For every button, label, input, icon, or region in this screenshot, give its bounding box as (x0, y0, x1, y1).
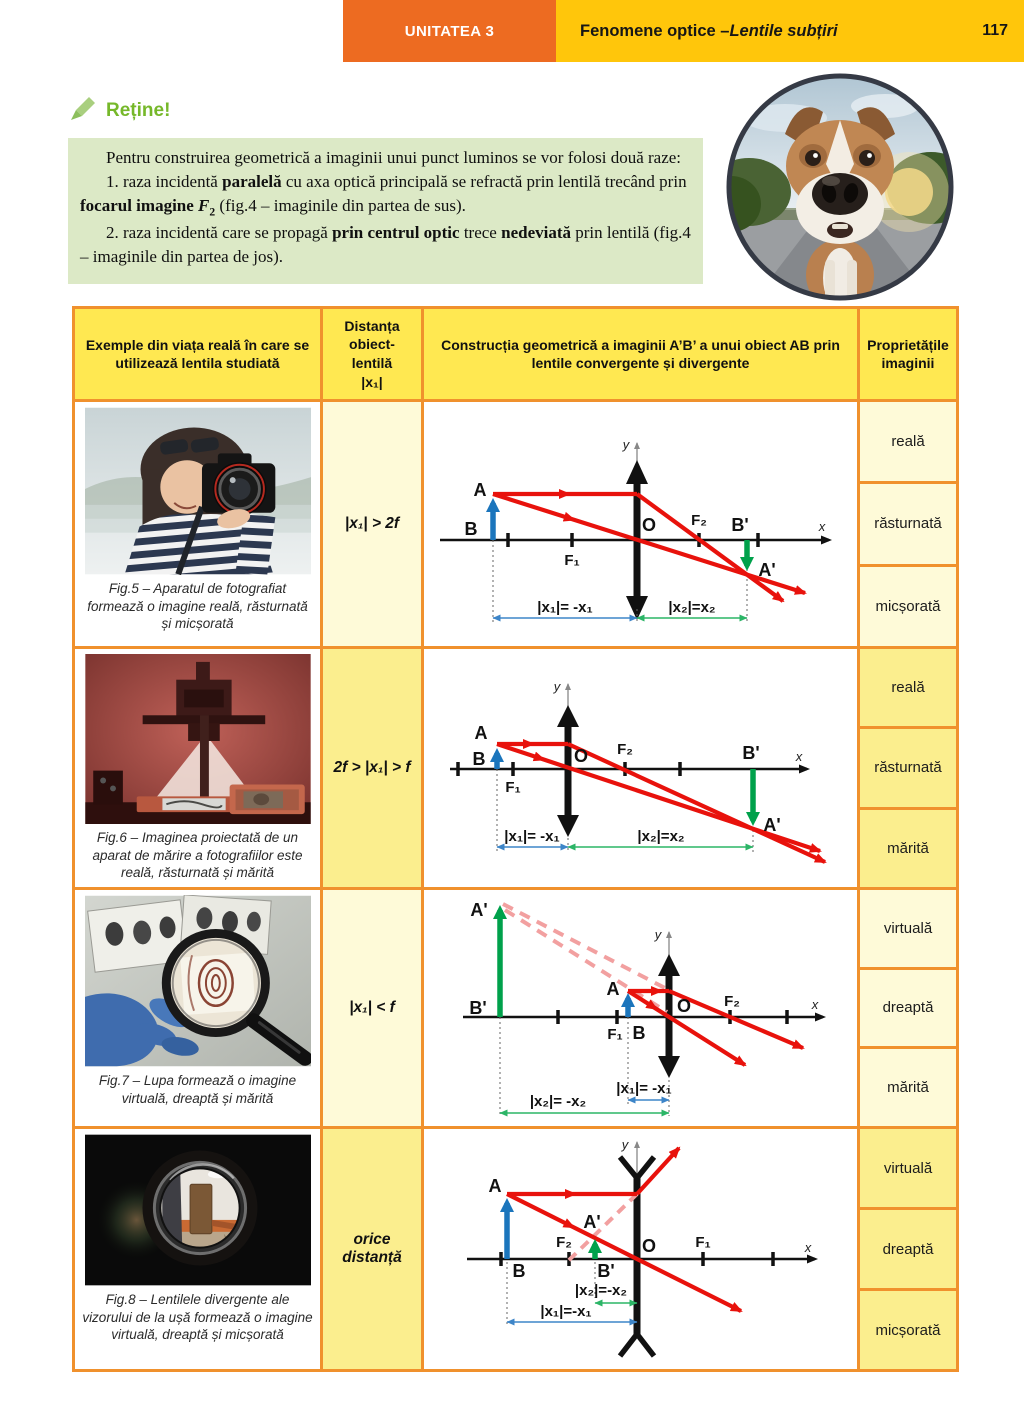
diagram-cell-row3 (424, 890, 857, 1126)
svg-text:O: O (641, 514, 656, 535)
diagram-cell-row1 (424, 402, 857, 646)
properties-row2 (860, 649, 956, 887)
property-cell: dreaptă (860, 1210, 956, 1288)
property-cell: virtuală (860, 1129, 956, 1207)
photo-camera-woman (85, 407, 311, 575)
note-paragraph-3: 2. raza incidentă care se propagă prin centrul optic trece nedeviată prin lentilă (fig.4 – imaginile din partea de jos). (80, 223, 691, 267)
svg-text:A': A' (757, 559, 776, 580)
property-cell: micșorată (860, 567, 956, 646)
page-title (580, 0, 838, 62)
svg-text:x: x (795, 748, 802, 764)
photo-darkroom-enlarger (85, 654, 311, 824)
svg-text:F₂: F₂ (723, 993, 740, 1010)
svg-text:O: O (573, 745, 588, 766)
property-cell: virtuală (860, 890, 956, 967)
property-cell: reală (860, 649, 956, 726)
svg-text:F₂: F₂ (690, 511, 707, 529)
svg-text:A': A' (582, 1212, 601, 1232)
caption-fig5: Fig.5 – Aparatul de fotografiat formează o imagine reală, răsturnată și micșorată (87, 581, 308, 632)
distance-row4: orice distanță (323, 1129, 421, 1369)
page-title-italic: Lentile subțiri (729, 21, 838, 40)
property-cell: răsturnată (860, 484, 956, 563)
svg-text:|x₂|=x₂: |x₂|=x₂ (636, 827, 685, 845)
properties-row3 (860, 890, 956, 1126)
svg-text:F₂: F₂ (555, 1234, 572, 1251)
svg-text:A': A' (469, 900, 488, 920)
properties-row1 (860, 402, 956, 646)
svg-text:|x₁|= -x₁: |x₁|= -x₁ (503, 827, 560, 845)
diagram-diverging-lens (425, 1132, 857, 1366)
photo-door-peephole (85, 1134, 311, 1286)
svg-text:|x₂|=x₂: |x₂|=x₂ (667, 598, 716, 616)
property-cell: mărită (860, 1049, 956, 1126)
svg-text:y: y (622, 436, 629, 452)
header-distance: Distanța obiect-lentilă |x₁| (323, 309, 421, 399)
svg-text:B': B' (596, 1261, 615, 1281)
svg-text:y: y (654, 927, 661, 942)
svg-text:|x₁|= -x₁: |x₁|= -x₁ (615, 1080, 672, 1097)
svg-text:|x₁|=-x₁: |x₁|=-x₁ (539, 1303, 592, 1320)
diagram-cell-row4 (424, 1129, 857, 1369)
property-cell: reală (860, 402, 956, 481)
svg-text:F₁: F₁ (694, 1234, 711, 1251)
svg-text:B: B (632, 1023, 645, 1043)
note-heading-row (66, 94, 170, 127)
page-number: 117 (982, 22, 1008, 39)
svg-text:|x₂|=-x₂: |x₂|=-x₂ (574, 1282, 627, 1299)
svg-text:F₂: F₂ (616, 740, 633, 758)
header-examples: Exemple din viața reală în care se utilizează lentila studiată (75, 309, 320, 399)
property-cell: micșorată (860, 1291, 956, 1369)
photo-cell-fig5 (75, 402, 320, 646)
caption-fig7: Fig.7 – Lupa formează o imagine virtuală, dreaptă și mărită (98, 1073, 297, 1106)
svg-text:|x₁|= -x₁: |x₁|= -x₁ (536, 598, 593, 616)
distance-row1: |x₁| > 2f (323, 402, 421, 646)
header-construction: Construcția geometrică a imaginii A’B’ a unui obiect AB prin lentile convergente și divergente (424, 309, 857, 399)
header-distance-formula: |x₁| (361, 373, 383, 390)
svg-text:x: x (811, 997, 818, 1012)
property-cell: mărită (860, 810, 956, 887)
svg-text:O: O (676, 996, 691, 1016)
photo-cell-fig6 (75, 649, 320, 887)
svg-text:A: A (488, 1176, 501, 1196)
svg-text:F₁: F₁ (504, 778, 521, 796)
pencil-icon (66, 94, 98, 127)
note-paragraph-1: Pentru construirea geometrică a imaginii unui punct luminos se vor folosi două raze: (106, 148, 682, 167)
property-cell: dreaptă (860, 970, 956, 1047)
diagram-cell-row2 (424, 649, 857, 887)
svg-text:A': A' (762, 814, 781, 835)
photo-magnifier-fingerprints (85, 895, 311, 1067)
page-header-bar (343, 0, 1024, 62)
properties-row4 (860, 1129, 956, 1369)
svg-text:x: x (804, 1240, 811, 1255)
svg-text:O: O (641, 1236, 656, 1256)
distance-row3: |x₁| < f (323, 890, 421, 1126)
diagram-converging-between-f-2f (425, 666, 857, 871)
header-properties: Proprietățile imaginii (860, 309, 956, 399)
svg-text:F₁: F₁ (563, 551, 580, 569)
note-heading: Reține! (106, 99, 171, 121)
lens-table (72, 306, 959, 1372)
photo-cell-fig7 (75, 890, 320, 1126)
svg-text:y: y (553, 678, 560, 694)
svg-text:B': B' (730, 514, 749, 535)
note-box (68, 138, 703, 284)
svg-text:x: x (818, 518, 825, 534)
svg-text:A: A (606, 979, 619, 999)
svg-text:B: B (464, 518, 477, 539)
property-cell: răsturnată (860, 729, 956, 806)
svg-text:A: A (473, 479, 486, 500)
svg-text:F₁: F₁ (606, 1026, 623, 1043)
caption-fig6: Fig.6 – Imaginea proiectată de un aparat de mărire a fotografiilor este reală, răsturnată și mărită (92, 830, 303, 881)
page-title-prefix: Fenomene optice – (580, 21, 730, 40)
photo-cell-fig8 (75, 1129, 320, 1369)
caption-fig8: Fig.8 – Lentilele divergente ale vizorului de la ușă formează o imagine virtuală, dreaptă și micșorată (82, 1292, 313, 1343)
unit-label: UNITATEA 3 (343, 0, 556, 62)
fisheye-dog-photo (723, 70, 957, 304)
svg-text:B: B (512, 1261, 525, 1281)
note-paragraph-2: 1. raza incidentă paralelă cu axa optică principală se refractă prin lentilă trecând prin focarul imagine $F_2$ (fig.4 – imaginile din partea de sus). (80, 172, 687, 219)
svg-text:|x₂|= -x₂: |x₂|= -x₂ (529, 1093, 586, 1110)
distance-row2: 2f > |x₁| > f (323, 649, 421, 887)
svg-text:B: B (472, 748, 485, 769)
svg-text:y: y (621, 1137, 628, 1152)
diagram-converging-beyond-2f (425, 417, 857, 632)
svg-text:B': B' (741, 742, 760, 763)
svg-text:A: A (474, 722, 487, 743)
svg-text:B': B' (468, 998, 487, 1018)
diagram-converging-inside-f (425, 892, 857, 1124)
